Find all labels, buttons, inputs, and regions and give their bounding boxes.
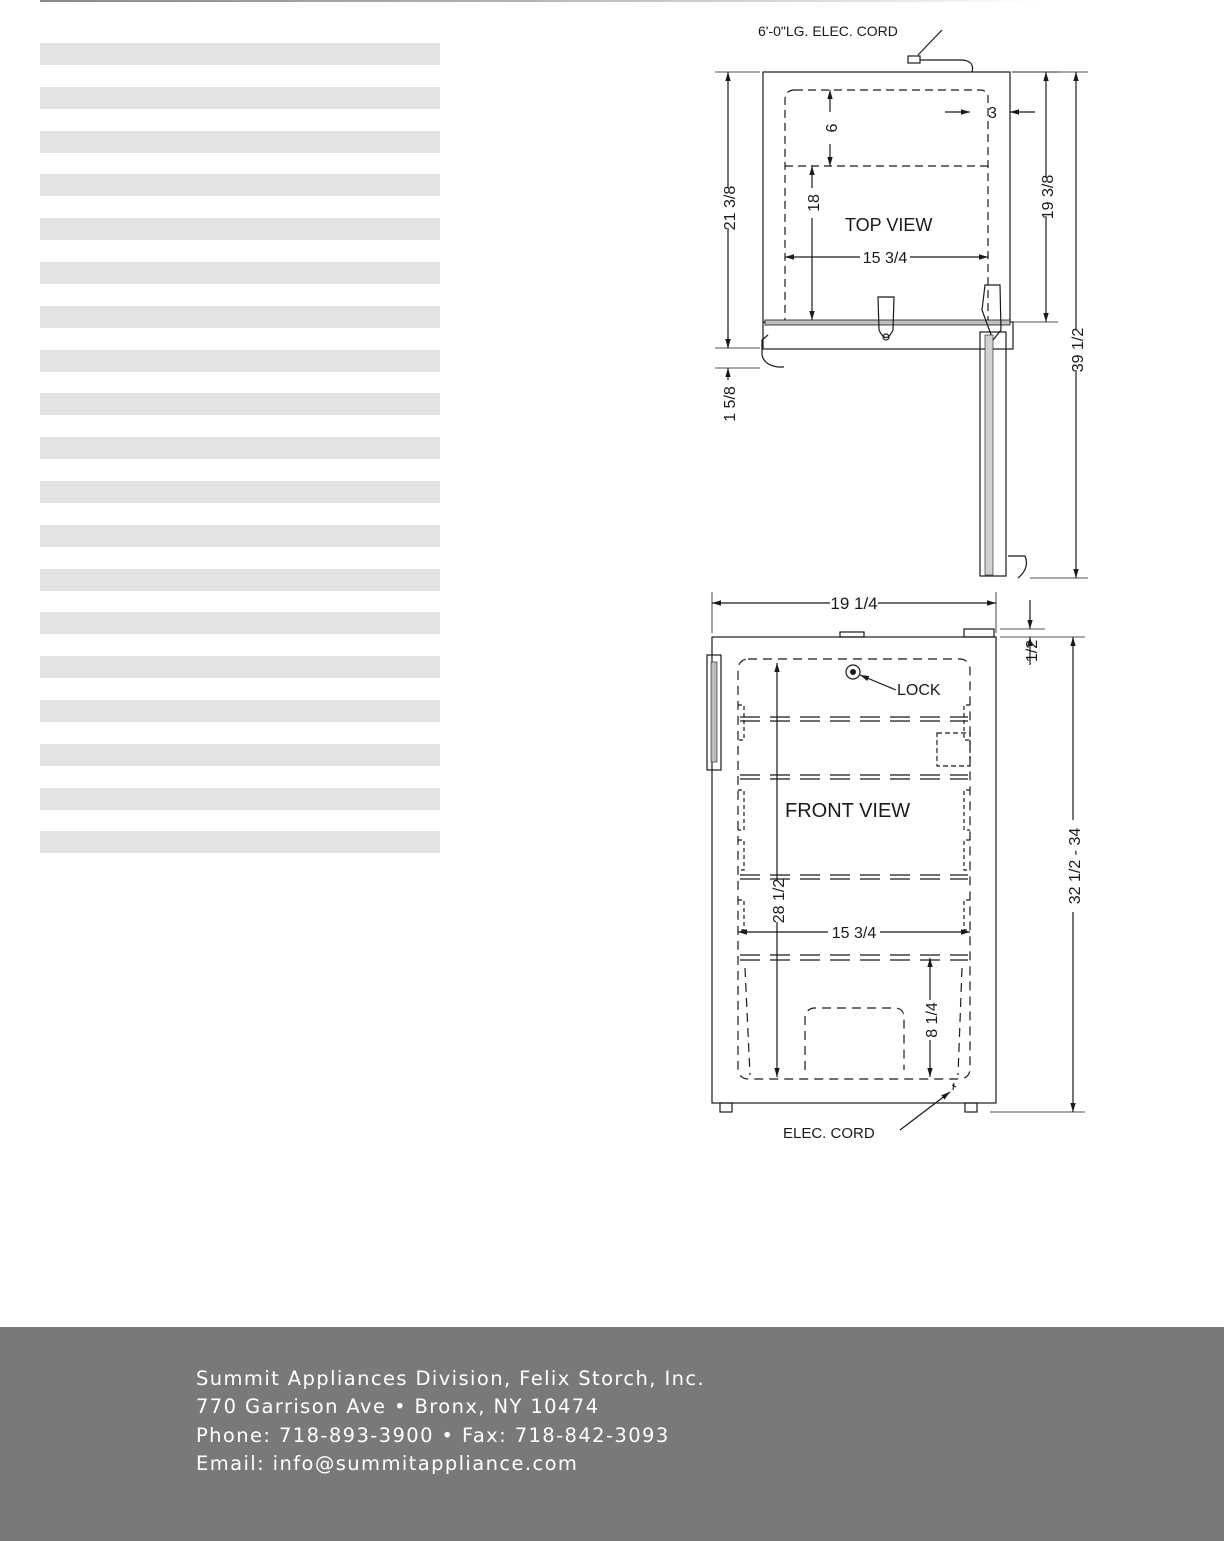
- top-view-dim-interior-width: 15 3/4: [862, 250, 908, 267]
- top-view-bracket: [878, 297, 894, 338]
- spec-row: [40, 393, 440, 415]
- top-view-dim-depth-outer: 21 3/8: [722, 185, 739, 231]
- spec-row: [40, 437, 440, 459]
- footer-contact-block: [196, 1365, 705, 1478]
- top-view-dim-total-depth: 39 1/2: [1070, 327, 1087, 373]
- spec-row: [40, 350, 440, 372]
- top-view-dim-handle: 1 5/8: [722, 386, 739, 422]
- spec-row: [40, 700, 440, 722]
- spec-row: [40, 481, 440, 503]
- spec-row: [40, 831, 440, 853]
- top-view-cord-label: 6'-0"LG. ELEC. CORD: [758, 23, 898, 39]
- front-view-dim-width: 19 1/4: [830, 594, 878, 613]
- spec-row: [40, 744, 440, 766]
- front-view-dim-interior-height: 28 1/2: [771, 878, 788, 924]
- spec-row: [40, 525, 440, 547]
- dimension-drawing: [690, 15, 1110, 1150]
- spec-row: [40, 131, 440, 153]
- spec-row: [40, 656, 440, 678]
- spec-row: [40, 87, 440, 109]
- spec-row: [40, 43, 440, 65]
- footer-phone-fax: Phone: 718-893-3900 • Fax: 718-842-3093: [196, 1423, 670, 1447]
- top-view-handle: [762, 335, 784, 367]
- front-view-dim-bottom-shelf: 8 1/4: [924, 1002, 941, 1038]
- spec-row: [40, 262, 440, 284]
- footer-email[interactable]: Email: info@summitappliance.com: [196, 1451, 579, 1475]
- spec-row: [40, 788, 440, 810]
- contact-footer: [0, 1327, 1224, 1541]
- top-view: [715, 30, 1088, 578]
- top-view-cabinet-outline: [763, 72, 1010, 322]
- footer-address: 770 Garrison Ave • Bronx, NY 10474: [196, 1395, 600, 1419]
- specification-table: [40, 43, 440, 875]
- dimension-drawing-svg: [690, 15, 1110, 1150]
- front-view-dim-top-offset: 1/2: [1024, 639, 1041, 663]
- front-view-title: FRONT VIEW: [785, 800, 911, 822]
- front-view-dim-interior-width: 15 3/4: [831, 925, 877, 942]
- front-view-cord-label: ELEC. CORD: [783, 1125, 875, 1142]
- spec-row: [40, 218, 440, 240]
- top-view-dim-interior-depth: 18: [806, 194, 823, 212]
- top-divider-line: [40, 0, 1040, 2]
- top-view-dim-shelf-offset: 6: [824, 123, 841, 133]
- front-view: [707, 592, 1085, 1130]
- spec-row: [40, 569, 440, 591]
- top-view-dim-side-gap: 3: [988, 105, 997, 122]
- top-view-dim-depth-body: 19 3/8: [1040, 174, 1057, 220]
- footer-company-name: Summit Appliances Division, Felix Storch, Inc.: [196, 1367, 706, 1390]
- top-view-title: TOP VIEW: [845, 215, 933, 235]
- front-view-lock-label: LOCK: [897, 682, 941, 699]
- spec-row: [40, 612, 440, 634]
- spec-row: [40, 306, 440, 328]
- spec-row: [40, 174, 440, 196]
- front-view-dim-height: 32 1/2 - 34: [1067, 827, 1084, 905]
- front-view-cabinet-outline: [712, 637, 996, 1103]
